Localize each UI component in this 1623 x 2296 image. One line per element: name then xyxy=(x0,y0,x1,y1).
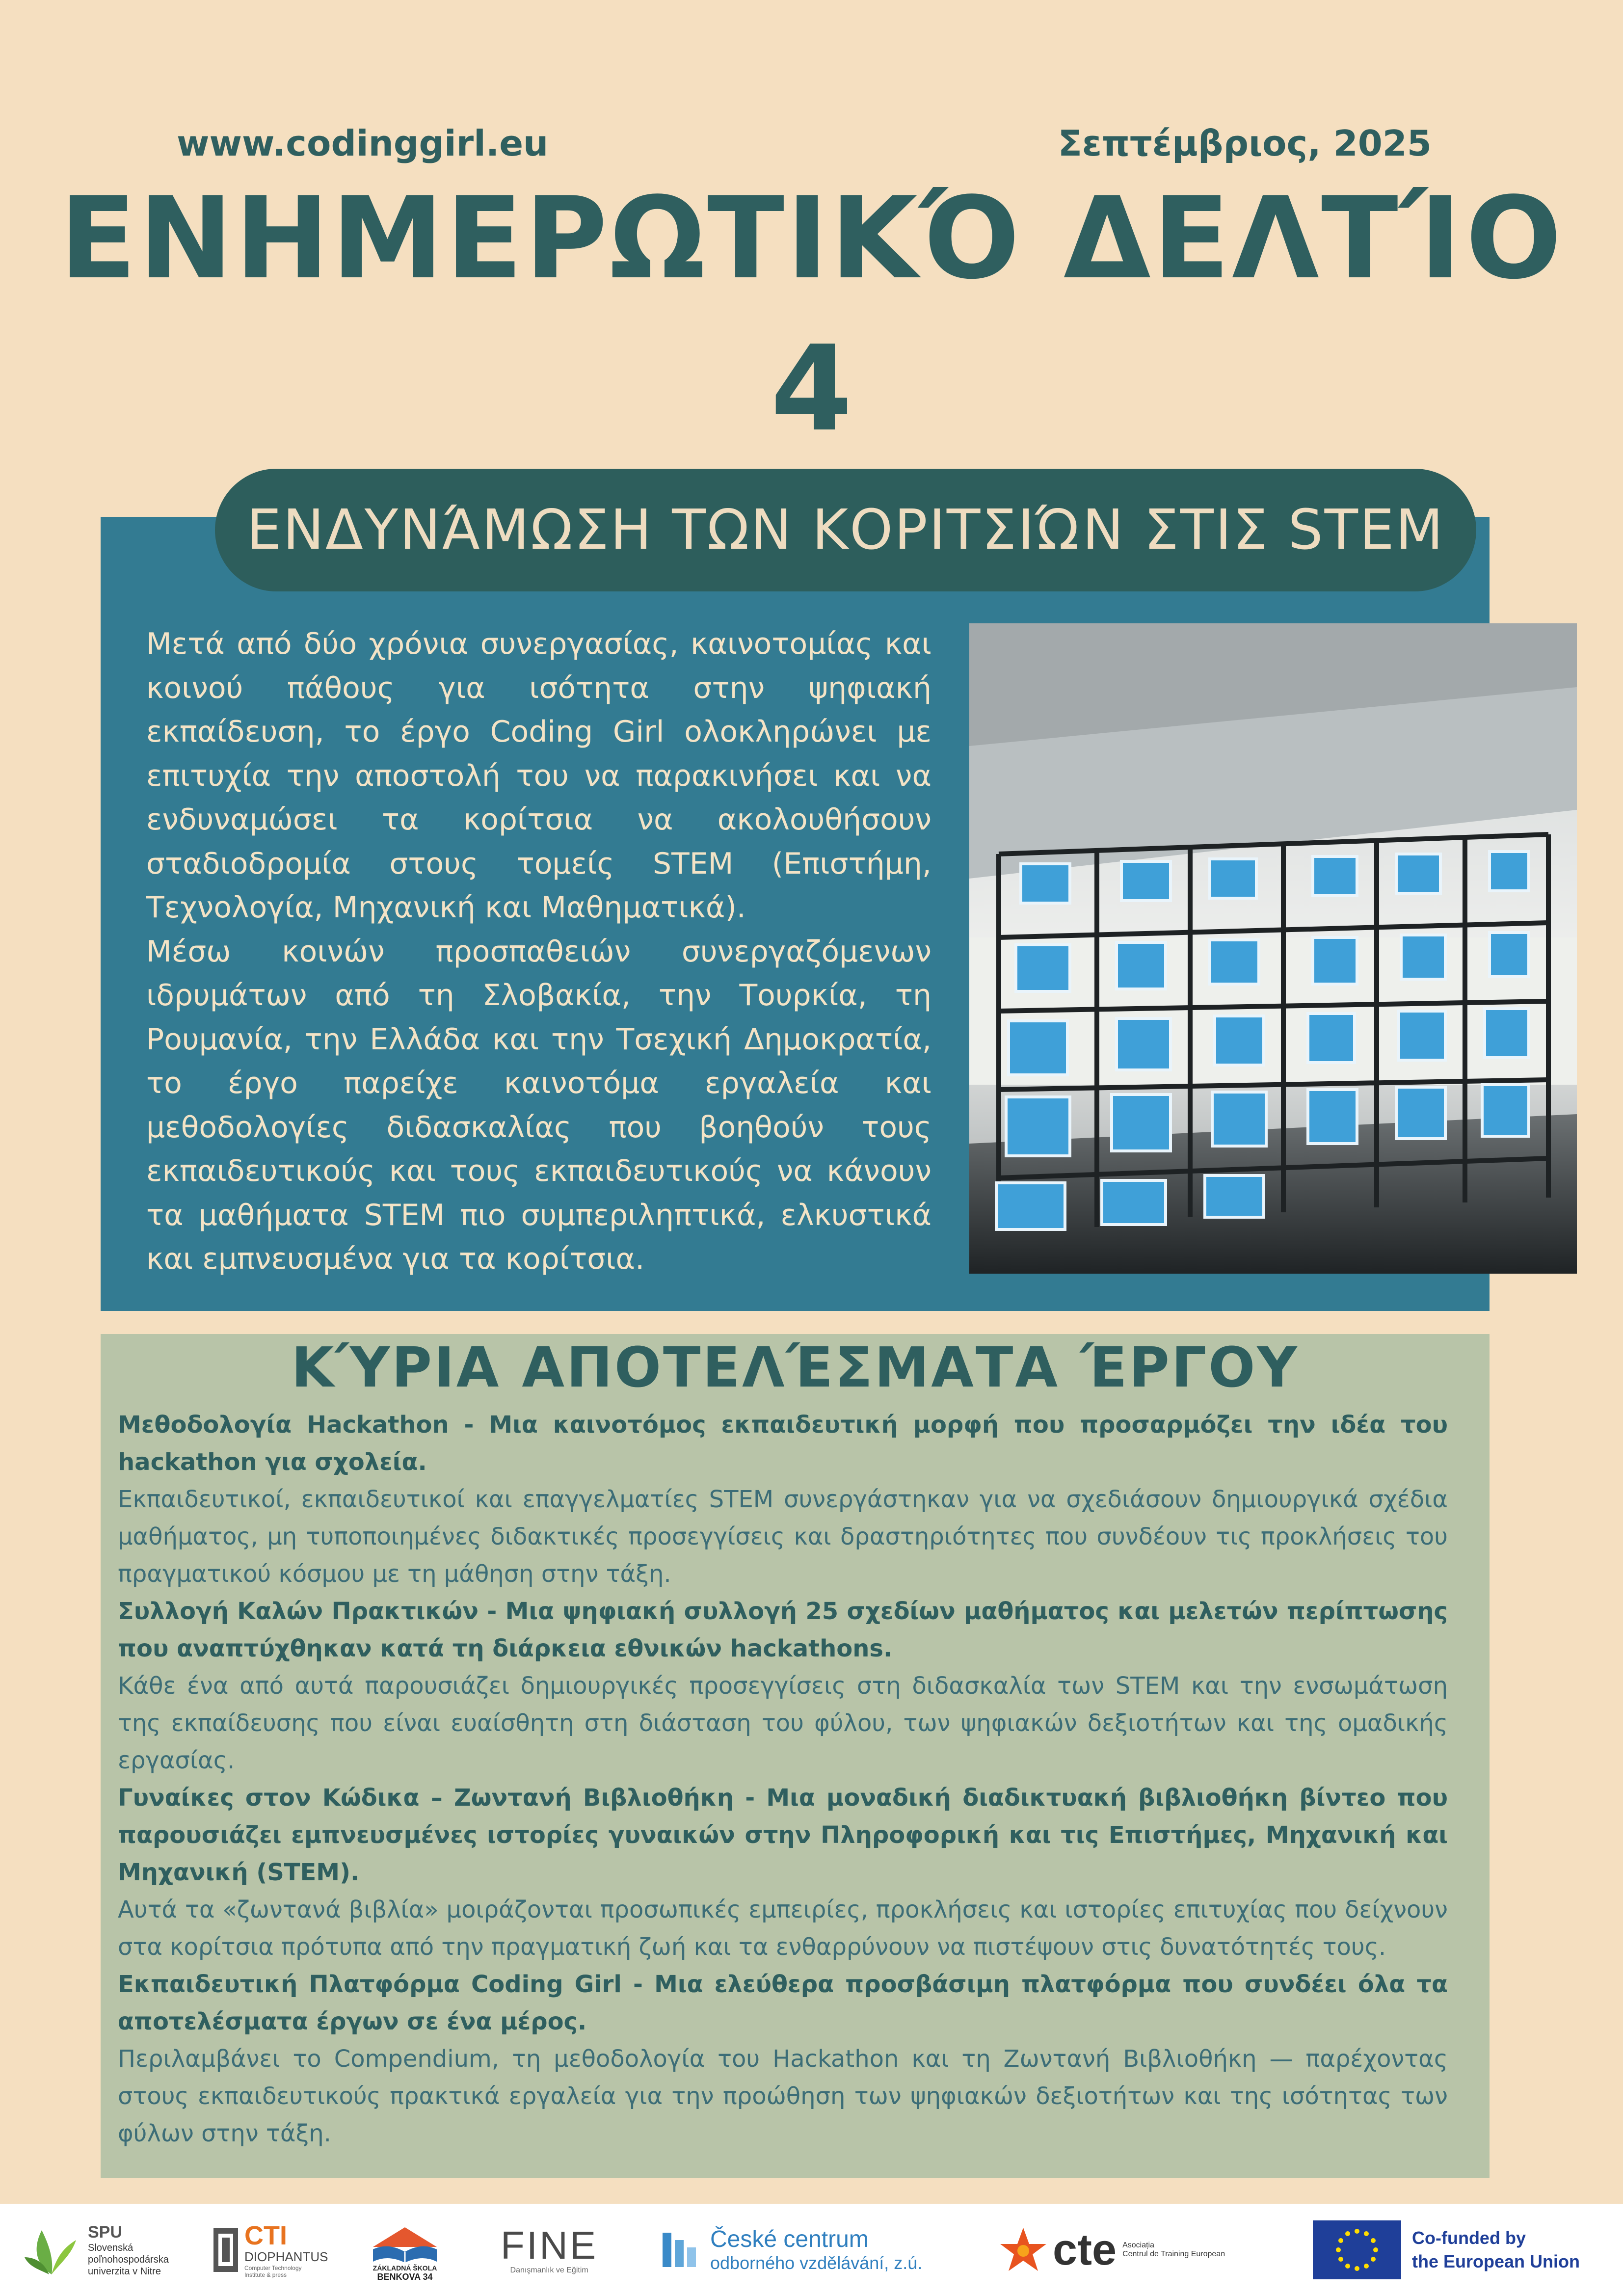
spu-line-3: univerzita v Nitre xyxy=(88,2266,161,2277)
eu-flag-icon xyxy=(1313,2220,1401,2279)
exhibition-photo-drawing xyxy=(969,623,1577,1274)
result-heading-2: Συλλογή Καλών Πρακτικών - Μια ψηφιακή συλλογή 25 σχεδίων μαθήματος και μελετών περίπτωσης που αναπτύχθηκαν κατά τη διάρκεια εθνικών hackathons. xyxy=(118,1598,1448,1662)
zs-line-1: ZÁKLADNÁ ŠKOLA xyxy=(372,2264,437,2272)
spu-line-2: poľnohospodárska xyxy=(88,2254,169,2265)
ceske-centrum-line-2: odborného vzdělávání, z.ú. xyxy=(710,2253,923,2273)
exhibition-photo xyxy=(969,623,1577,1274)
issue-number: 4 xyxy=(771,320,852,457)
result-text-3: Αυτά τα «ζωντανά βιβλία» μοιράζονται προσωπικές εμπειρίες, προκλήσεις και ιστορίες επιτυχίας που δείχνουν στα κορίτσια πρότυπα από την πραγματική ζωή και τα ενθαρρύνουν να πιστέψουν στις δυνατότητές τους. xyxy=(118,1896,1448,1961)
cti-abbr: CTI xyxy=(244,2220,287,2250)
cte-star-icon xyxy=(999,2225,1048,2274)
cti-logo xyxy=(211,2204,328,2296)
section-heading: ΕΝΔΥΝΆΜΩΣΗ ΤΩΝ ΚΟΡΙΤΣΙΏΝ ΣΤΙΣ STEM xyxy=(246,498,1445,562)
result-heading-3: Γυναίκες στον Κώδικα – Ζωντανή Βιβλιοθήκη - Μια μοναδική διαδικτυακή βιβλιοθήκη βίντεο που παρουσιάζει εμπνευσμένες ιστορίες γυναικών στην Πληροφορική και τις Επιστήμες, Μηχανική και Μηχανική (STEM). xyxy=(118,1784,1448,1886)
intro-paragraph-1: Μετά από δύο χρόνια συνεργασίας, καινοτομίας και κοινού πάθους για ισότητα στην ψηφιακή εκπαίδευση, το έργο Coding Girl ολοκληρώνει με επιτυχία την αποστολή του να παρακινήσει και να ενδυναμώσει τα κορίτσια να ακολουθήσουν σταδιοδρομία στους τομείς STEM (Επιστήμη, Τεχνολογία, Μηχανική και Μαθηματικά). xyxy=(146,627,931,925)
fine-name: FINE xyxy=(501,2223,598,2267)
results-list xyxy=(118,1406,1448,2152)
section-heading-pill xyxy=(215,469,1476,591)
zs-line-2: BENKOVA 34 xyxy=(377,2272,433,2282)
fine-subtitle: Danışmanlık ve Eğitim xyxy=(510,2266,588,2274)
cte-abbr: cte xyxy=(1053,2225,1117,2274)
fine-logo xyxy=(501,2204,598,2296)
cte-line-1: Asociația xyxy=(1122,2241,1154,2249)
result-heading-1: Μεθοδολογία Hackathon - Μια καινοτόμος εκπαιδευτική μορφή που προσαρμόζει την ιδέα του hackathon για σχολεία. xyxy=(118,1411,1448,1476)
eu-line-1: Co-funded by xyxy=(1412,2228,1526,2248)
eu-cofunded-logo xyxy=(1313,2204,1580,2296)
cte-logo xyxy=(999,2204,1225,2296)
intro-paragraph-2: Μέσω κοινών προσπαθειών συνεργαζόμενων ιδρυμάτων από τη Σλοβακία, την Τουρκία, τη Ρουμανία, την Ελλάδα και την Τσεχική Δημοκρατία, το έργο παρείχε καινοτόμα εργαλεία και μεθοδολογίες διδασκαλίας που βοηθούν τους εκπαιδευτικούς και τους εκπαιδευτικούς να κάνουν τα μαθήματα STEM πιο συμπεριληπτικά, ελκυστικά και εμπνευσμένα για τα κορίτσια. xyxy=(146,934,931,1276)
issue-date: Σεπτέμβριος, 2025 xyxy=(1058,123,1432,164)
result-heading-4: Εκπαιδευτική Πλατφόρμα Coding Girl - Μια ελεύθερα προσβάσιμη πλατφόρμα που συνδέει όλα τα αποτελέσματα έργων σε ένα μέρος. xyxy=(118,1971,1448,2035)
newsletter-title: ΕΝΗΜΕΡΩΤΙΚΌ ΔΕΛΤΊΟ xyxy=(59,173,1564,304)
website-url: www.codinggirl.eu xyxy=(177,123,549,164)
ceske-centrum-line-1: České centrum xyxy=(710,2226,869,2252)
spu-abbr: SPU xyxy=(88,2222,122,2242)
spu-line-1: Slovenská xyxy=(88,2242,133,2253)
partner-logos-footer xyxy=(0,2204,1623,2296)
school-book-icon xyxy=(368,2217,442,2264)
zs-benkova-logo xyxy=(368,2204,442,2296)
result-text-1: Εκπαιδευτικοί, εκπαιδευτικοί και επαγγελματίες STEM συνεργάστηκαν για να σχεδιάσουν δημιουργικά σχέδια μαθήματος, μη τυποποιημένες διδακτικές προσεγγίσεις και δραστηριότητες που συνδέουν τις προκλήσεις του πραγματικού κόσμου με τη μάθηση στην τάξη. xyxy=(118,1486,1448,1588)
cti-subtitle: Computer Technology Institute & press xyxy=(244,2264,302,2278)
results-title: ΚΎΡΙΑ ΑΠΟΤΕΛΈΣΜΑΤΑ ΈΡΓΟΥ xyxy=(291,1336,1299,1400)
result-text-2: Κάθε ένα από αυτά παρουσιάζει δημιουργικές προσεγγίσεις στη διδασκαλία των STEM και την ενσωμάτωση της εκπαίδευσης που είναι ευαίσθητη στη διάσταση του φύλου, των ψηφιακών δεξιοτήτων και της ομαδικής εργασίας. xyxy=(118,1672,1448,1774)
spu-logo xyxy=(22,2204,169,2296)
ceske-centrum-logo xyxy=(660,2204,922,2296)
spu-leaf-icon xyxy=(22,2220,81,2279)
eu-line-2: the European Union xyxy=(1412,2251,1580,2271)
cti-emblem-icon xyxy=(211,2223,240,2277)
cti-name: DIOPHANTUS xyxy=(244,2249,328,2264)
intro-text xyxy=(146,622,931,1281)
result-text-4: Περιλαμβάνει το Compendium, τη μεθοδολογία του Hackathon και τη Ζωντανή Βιβλιοθήκη — παρέχοντας στους εκπαιδευτικούς πρακτικά εργαλεία για την προώθηση των ψηφιακών δεξιοτήτων και της ισότητας των φύλων στην τάξη. xyxy=(118,2045,1448,2147)
ceske-centrum-bars-icon xyxy=(660,2228,704,2272)
cte-line-2: Centrul de Training European xyxy=(1122,2250,1225,2258)
